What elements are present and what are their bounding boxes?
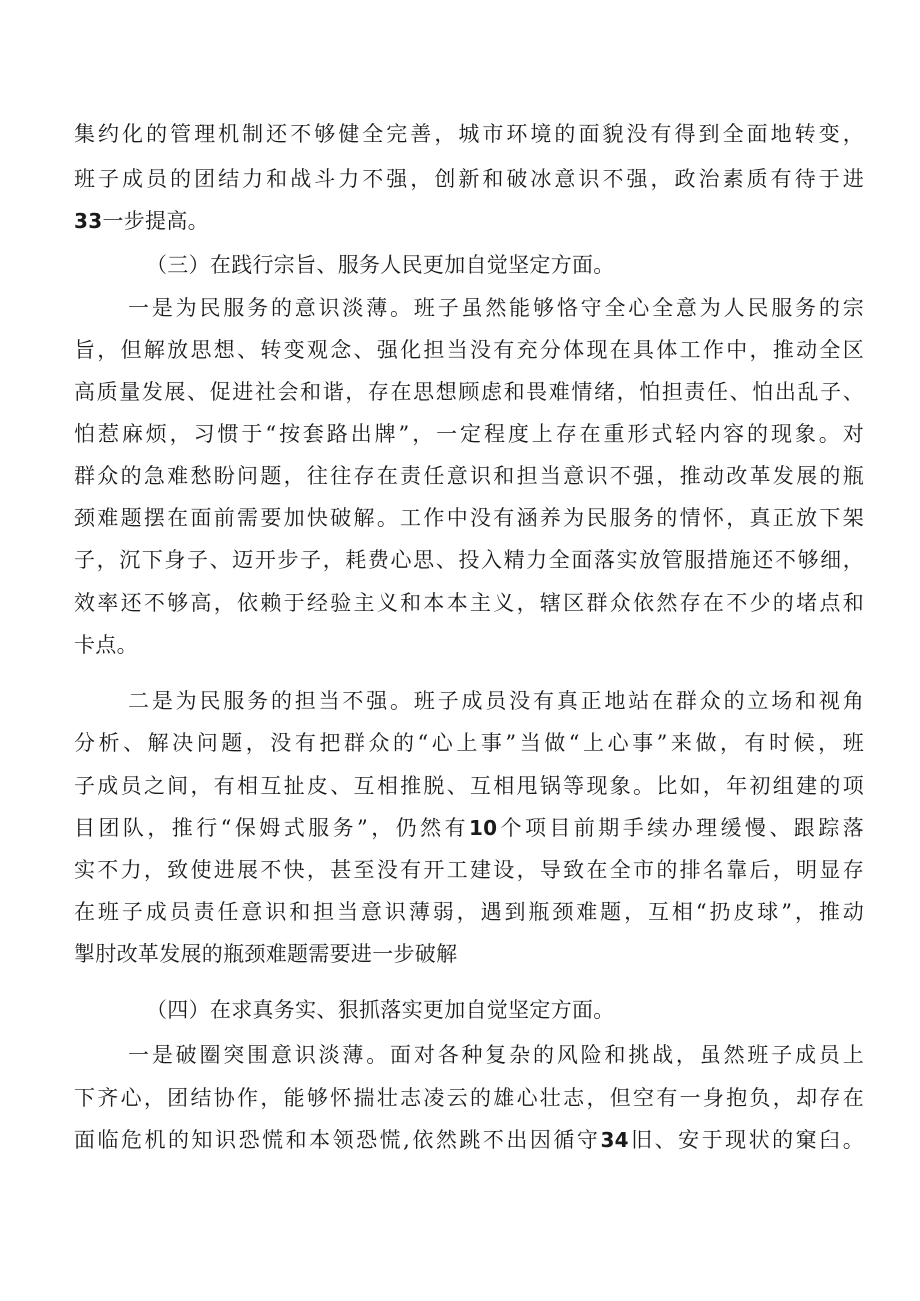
- text-line-23: 下齐心，团结协作，能够怀揣壮志凌云的雄心壮志，但空有一身抱负，却存在: [74, 1086, 864, 1110]
- text-line-10: 颈难题摆在面前需要加快破解。工作中没有涵养为民服务的情怀，真正放下架: [74, 506, 864, 530]
- numeral: 33: [74, 209, 103, 233]
- text-line-13: 卡点。: [74, 633, 138, 657]
- text-line-22: 一是破圈突围意识淡薄。面对各种复杂的风险和挑战，虽然班子成员上: [128, 1043, 864, 1067]
- text-line-5: 一是为民服务的意识淡薄。班子虽然能够恪守全心全意为人民服务的宗: [128, 296, 864, 320]
- text-line-24: 面临危机的知识恐慌和本领恐慌,依然跳不出因循守34旧、安于现状的窠臼。: [74, 1128, 865, 1152]
- section-heading-3: （三）在践行宗旨、服务人民更加自觉坚定方面。: [146, 253, 615, 277]
- text-line-15: 分析、解决问题，没有把群众的“心上事”当做“上心事”来做，有时候，班: [74, 731, 864, 755]
- text-line-8: 怕惹麻烦，习惯于“按套路出牌”，一定程度上存在重形式轻内容的现象。对: [74, 422, 864, 446]
- text-line-1: 集约化的管理机制还不够健全完善，城市环境的面貌没有得到全面地转变，: [74, 122, 864, 146]
- text-line-6: 旨，但解放思想、转变观念、强化担当没有充分体现在具体工作中，推动全区: [74, 338, 864, 362]
- text-line-9: 群众的急难愁盼问题，往往存在责任意识和担当意识不强，推动改革发展的瓶: [74, 464, 864, 488]
- text-line-2: 班子成员的团结力和战斗力不强，创新和破冰意识不强，政治素质有待于进: [74, 167, 864, 191]
- section-heading-4: （四）在求真务实、狠抓落实更加自觉坚定方面。: [146, 998, 615, 1022]
- text-line-7: 高质量发展、促进社会和谐，存在思想顾虑和畏难情绪，怕担责任、怕出乱子、: [74, 380, 864, 404]
- numeral: 10: [468, 816, 498, 840]
- text-line-11: 子，沉下身子、迈开步子，耗费心思、投入精力全面落实放管服措施还不够细，: [74, 548, 864, 572]
- text-line-16: 子成员之间，有相互扯皮、互相推脱、互相甩锅等现象。比如，年初组建的项: [74, 774, 864, 798]
- text-line-20: 掣肘改革发展的瓶颈难题需要进一步破解: [74, 942, 458, 966]
- text-line-14: 二是为民服务的担当不强。班子成员没有真正地站在群众的立场和视角: [128, 689, 864, 713]
- text-line-18: 实不力，致使进展不快，甚至没有开工建设，导致在全市的排名靠后，明显存: [74, 858, 864, 882]
- text-line-17: 目团队，推行“保姆式服务”，仍然有10个项目前期手续办理缓慢、跟踪落: [74, 816, 864, 840]
- text-line-12: 效率还不够高，依赖于经验主义和本本主义，辖区群众依然存在不少的堵点和: [74, 591, 864, 615]
- text-line-19: 在班子成员责任意识和担当意识薄弱，遇到瓶颈难题，互相“扔皮球”，推动: [74, 900, 864, 924]
- numeral: 34: [600, 1128, 629, 1152]
- text-line-3: 33一步提高。: [74, 209, 209, 233]
